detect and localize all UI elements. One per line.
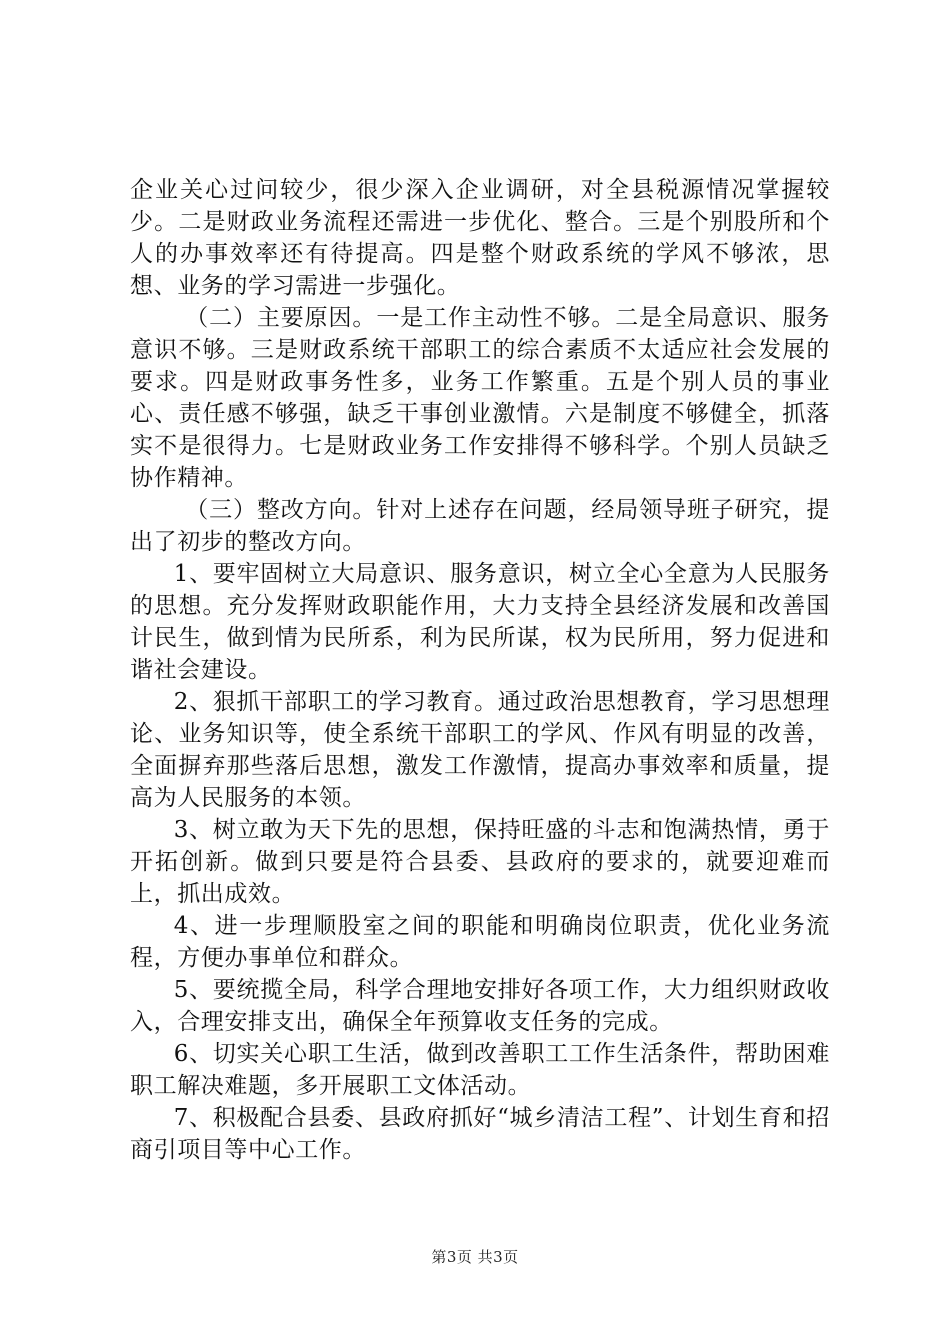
paragraph-item-6: 6、切实关心职工生活，做到改善职工工作生活条件，帮助困难职工解决难题，多开展职工文体活动。 [130,1041,830,1099]
paragraph-item-7: 7、积极配合县委、县政府抓好“城乡清洁工程”、计划生育和招商引项目等中心工作。 [130,1105,830,1163]
page-number-label: 第3页 共3页 [431,1248,519,1266]
paragraph-item-2: 2、狠抓干部职工的学习教育。通过政治思想教育，学习思想理论、业务知识等，使全系统干部职工的学风、作风有明显的改善，全面摒弃那些落后思想，激发工作激情，提高办事效率和质量，提高为人民服务的本领。 [130,689,830,811]
document-body [130,174,830,1166]
paragraph-item-1: 1、要牢固树立大局意识、服务意识，树立全心全意为人民服务的思想。充分发挥财政职能作用，大力支持全县经济发展和改善国计民生，做到情为民所系，利为民所谋，权为民所用，努力促进和谐社会建设。 [130,561,830,683]
paragraph-item-3: 3、树立敢为天下先的思想，保持旺盛的斗志和饱满热情，勇于开拓创新。做到只要是符合县委、县政府的要求的，就要迎难而上，抓出成效。 [130,817,830,907]
paragraph-rectification-direction: （三）整改方向。针对上述存在问题，经局领导班子研究，提出了初步的整改方向。 [130,497,830,555]
paragraph-main-causes: （二）主要原因。一是工作主动性不够。二是全局意识、服务意识不够。三是财政系统干部职工的综合素质不太适应社会发展的要求。四是财政事务性多，业务工作繁重。五是个别人员的事业心、责任感不够强，缺乏干事创业激情。六是制度不够健全，抓落实不是很得力。七是财政业务工作安排得不够科学。个别人员缺乏协作精神。 [130,305,830,491]
page-footer [0,1246,950,1267]
paragraph-item-4: 4、进一步理顺股室之间的职能和明确岗位职责，优化业务流程，方便办事单位和群众。 [130,913,830,971]
paragraph-item-5: 5、要统揽全局，科学合理地安排好各项工作，大力组织财政收入，合理安排支出，确保全年预算收支任务的完成。 [130,977,830,1035]
paragraph-problems-continued: 企业关心过问较少，很少深入企业调研，对全县税源情况掌握较少。二是财政业务流程还需进一步优化、整合。三是个别股所和个人的办事效率还有待提高。四是整个财政系统的学风不够浓，思想、业务的学习需进一步强化。 [130,177,830,299]
